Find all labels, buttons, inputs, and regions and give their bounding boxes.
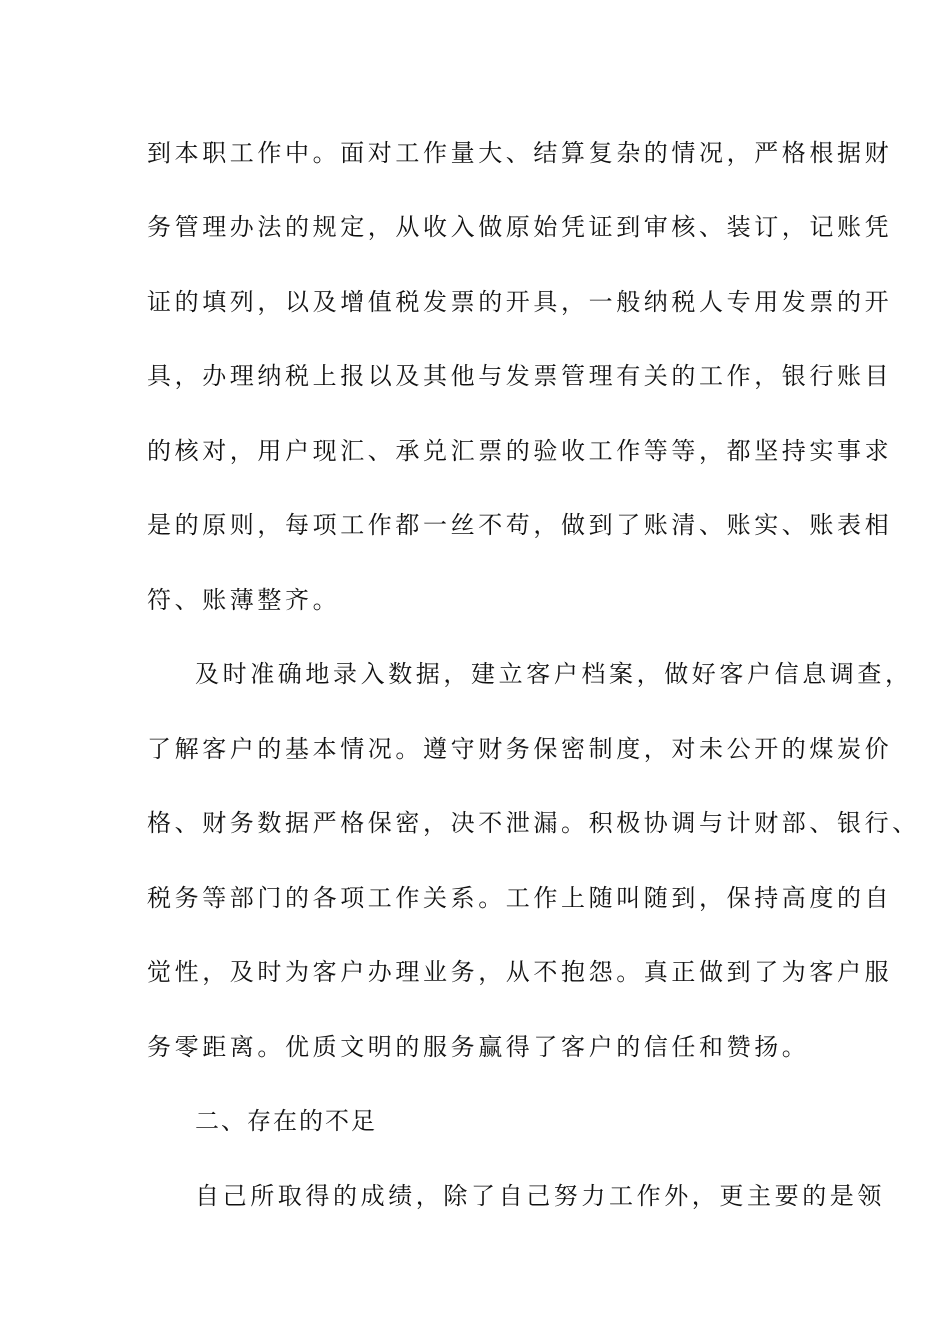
paragraph-1-line-1: 到本职工作中。面对工作量大、结算复杂的情况，严格根据财 [147, 139, 893, 167]
paragraph-2-line-6: 务零距离。优质文明的服务赢得了客户的信任和赞扬。 [147, 1033, 810, 1061]
paragraph-2-line-3: 格、财务数据严格保密，决不泄漏。积极协调与计财部、银行、 [147, 809, 920, 837]
paragraph-1-line-5: 的核对，用户现汇、承兑汇票的验收工作等等，都坚持实事求 [147, 437, 893, 465]
section-heading: 二、存在的不足 [195, 1107, 377, 1135]
paragraph-1-line-3: 证的填列，以及增值税发票的开具，一般纳税人专用发票的开 [147, 288, 893, 316]
paragraph-1-line-4: 具，办理纳税上报以及其他与发票管理有关的工作，银行账目 [147, 362, 893, 390]
paragraph-2-line-2: 了解客户的基本情况。遵守财务保密制度，对未公开的煤炭价 [147, 735, 893, 763]
paragraph-1-line-2: 务管理办法的规定，从收入做原始凭证到审核、装订，记账凭 [147, 213, 893, 241]
paragraph-2-line-1: 及时准确地录入数据，建立客户档案，做好客户信息调查， [195, 660, 913, 688]
paragraph-3-line-1: 自己所取得的成绩，除了自己努力工作外，更主要的是领 [195, 1182, 885, 1210]
paragraph-1-line-7: 符、账薄整齐。 [147, 586, 341, 614]
paragraph-2-line-5: 觉性，及时为客户办理业务，从不抱怨。真正做到了为客户服 [147, 958, 893, 986]
paragraph-1-line-6: 是的原则，每项工作都一丝不苟，做到了账清、账实、账表相 [147, 511, 893, 539]
paragraph-2-line-4: 税务等部门的各项工作关系。工作上随叫随到，保持高度的自 [147, 884, 893, 912]
